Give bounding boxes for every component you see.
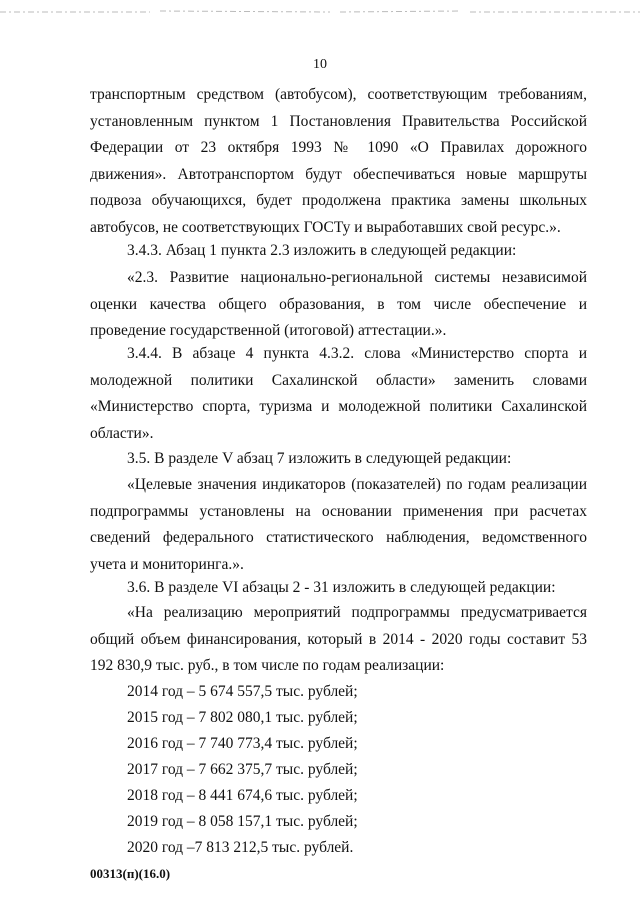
- budget-line-2014: 2014 год – 5 674 557,5 тыс. рублей;: [127, 683, 358, 700]
- paragraph-targets-quote: «Целевые значения индикаторов (показателей) по годам реализации подпрограммы установлены на основании применения при расчетах сведений федерального статистического наблюдения, ведомственного учета и мониторинга.».: [90, 476, 587, 573]
- budget-line-2015: 2015 год – 7 802 080,1 тыс. рублей;: [127, 709, 358, 726]
- paragraph-2-3-quote: «2.3. Развитие национально-региональной системы независимой оценки качества общего образования, в том числе обеспечение и проведение государственной (итоговой) аттестации.».: [90, 269, 587, 339]
- paragraph-3-4-4: 3.4.4. В абзаце 4 пункта 4.3.2. слова «Министерство спорта и молодежной политики Сахалинской области» заменить словами «Министерство спорта, туризма и молодежной политики Сахалинской области».: [90, 345, 587, 442]
- paragraph-3-5: 3.5. В разделе V абзац 7 изложить в следующей редакции:: [127, 450, 512, 467]
- scan-artifact-line: [0, 8, 640, 16]
- paragraph-3-4-3: 3.4.3. Абзац 1 пункта 2.3 изложить в следующей редакции:: [127, 242, 517, 259]
- budget-line-2020: 2020 год –7 813 212,5 тыс. рублей.: [127, 839, 354, 856]
- document-code: 00313(п)(16.0): [90, 866, 171, 881]
- paragraph-transport: транспортным средством (автобусом), соответствующим требованиям, установленным пунктом 1 Постановления Правительства Российской Федерации от 23 октября 1993 № 1090 «О Правилах дорожного движения». Автотранспортом будут обеспечиваться новые маршруты подвоза обучающихся, будет продолжена практика замены школьных автобусов, не соответствующих ГОСТу и выработавших свой ресурс.».: [90, 86, 587, 236]
- paragraph-financing: «На реализацию мероприятий подпрограммы предусматривается общий объем финансирования, который в 2014 - 2020 годы составит 53 192 830,9 тыс. руб., в том числе по годам реализации:: [90, 604, 587, 674]
- budget-line-2018: 2018 год – 8 441 674,6 тыс. рублей;: [127, 787, 358, 804]
- paragraph-3-6: 3.6. В разделе VI абзацы 2 - 31 изложить в следующей редакции:: [127, 579, 556, 596]
- budget-line-2017: 2017 год – 7 662 375,7 тыс. рублей;: [127, 761, 358, 778]
- budget-line-2016: 2016 год – 7 740 773,4 тыс. рублей;: [127, 735, 358, 752]
- budget-line-2019: 2019 год – 8 058 157,1 тыс. рублей;: [127, 813, 358, 830]
- page-number: 10: [313, 57, 327, 72]
